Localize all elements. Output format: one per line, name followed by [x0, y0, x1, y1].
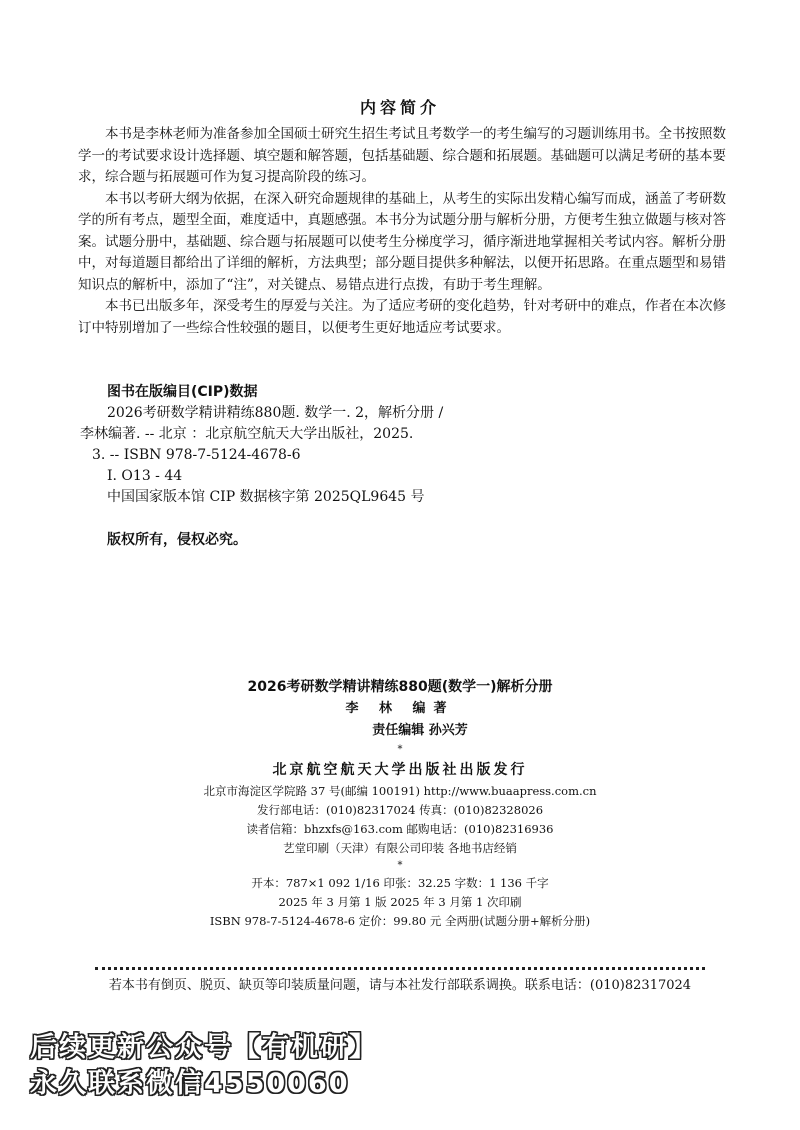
watermark-line: 后续更新公众号【有机研】 [30, 1032, 378, 1063]
colophon-publisher: 北京航空航天大学出版社出版发行 [272, 762, 528, 778]
cip-line: Ⅰ. O13 - 44 [107, 468, 183, 484]
footer-note: 若本书有倒页、脱页、缺页等印装质量问题，请与本社发行部联系调换。联系电话：(010)82317024 [108, 978, 692, 993]
cip-line: 中国国家版本馆 CIP 数据核字第 2025QL9645 号 [107, 489, 425, 505]
intro-title: 内容简介 [359, 98, 440, 117]
intro-paragraph: 本书以考研大纲为依据，在深入研究命题规律的基础上，从考生的实际出发精心编写而成，涵盖了考研数学的所有考点，题型全面，难度适中，真题感强。本书分为试题分册与解析分册，方便考生独立做题与核对答案。试题分册中，基础题、综合题与拓展题可以使考生分梯度学习，循序渐进地掌握相关考试内容。解析分册中，对每道题目都给出了详细的解析，方法典型；部分题目提供多种解法，以便开拓思路。在重点题型和易错知识点的解析中，添加了“注”，对关键点、易错点进行点拨，有助于考生理解。 [78, 190, 726, 293]
rights-notice: 版权所有，侵权必究。 [107, 532, 247, 548]
intro-body [78, 124, 726, 339]
colophon-isbn-price: ISBN 978-7-5124-4678-6 定价：99.80 元 全两册(试题分册+解析分册) [209, 914, 591, 928]
cip-block [80, 382, 720, 551]
cip-line: 李林编著. -- 北京 ：北京航空航天大学出版社，2025. [80, 426, 414, 442]
separator-star: * [397, 860, 403, 871]
colophon-address: 北京市海淀区学院路 37 号(邮编 100191) http://www.buaapress.com.cn [203, 784, 597, 798]
cip-title: 图书在版编目(CIP)数据 [107, 384, 258, 400]
separator-star: * [397, 744, 403, 755]
colophon-edition: 2025 年 3 月第 1 版 2025 年 3 月第 1 次印刷 [278, 895, 522, 909]
colophon-specs: 开本：787×1 092 1/16 印张：32.25 字数：1 136 千字 [251, 876, 549, 890]
intro-paragraph: 本书已出版多年，深受考生的厚爱与关注。为了适应考研的变化趋势，针对考研中的难点，作者在本次修订中特别增加了一些综合性较强的题目，以便考生更好地适应考试要求。 [78, 298, 726, 336]
watermark-text [30, 1030, 730, 1102]
cip-line: 2026考研数学精讲精练880题. 数学一. 2，解析分册 / [107, 405, 444, 421]
colophon-editor: 责任编辑 孙兴芳 [372, 723, 468, 738]
intro-paragraph: 本书是李林老师为准备参加全国硕士研究生招生考试且考数学一的考生编写的习题训练用书。全书按照数学一的考试要求设计选择题、填空题和解答题，包括基础题、综合题和拓展题。基础题可以满足考研的基本要求，综合题与拓展题可作为复习提高阶段的练习。 [78, 126, 726, 185]
colophon-dept-phone: 发行部电话：(010)82317024 传真：(010)82328026 [256, 803, 544, 817]
dotted-divider [95, 967, 705, 970]
watermark-line: 永久联系微信4550060 [30, 1068, 350, 1099]
colophon [0, 676, 800, 931]
cip-line: 3. -- ISBN 978-7-5124-4678-6 [92, 447, 301, 463]
colophon-reader-mail: 读者信箱：bhzxfs@163.com 邮购电话：(010)82316936 [246, 822, 554, 836]
colophon-book-title: 2026考研数学精讲精练880题(数学一)解析分册 [247, 679, 553, 695]
colophon-author: 李 林 编著 [345, 701, 455, 716]
colophon-printer: 艺堂印刷（天津）有限公司印装 各地书店经销 [283, 841, 517, 855]
